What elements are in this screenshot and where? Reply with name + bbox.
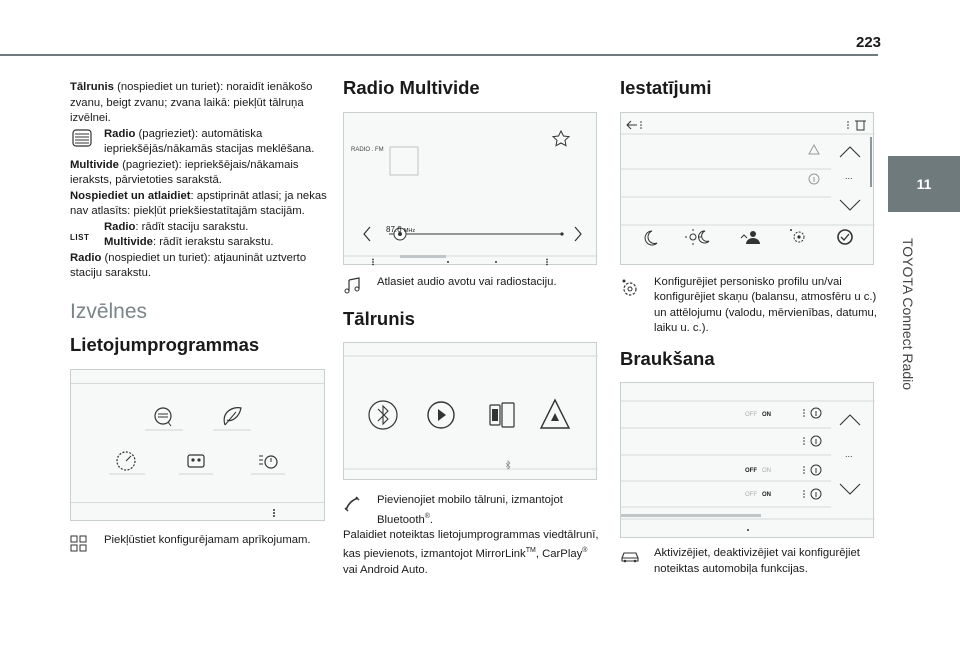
- paragraph-phone: [70, 80, 328, 127]
- paragraph-radio-update: [70, 251, 328, 282]
- drive-menu-icon-2[interactable]: [803, 437, 805, 445]
- section-title-menus: Izvēlnes: [70, 299, 148, 323]
- contacts-card-icon[interactable]: [188, 455, 204, 467]
- radio-screen: [343, 112, 597, 265]
- drive-caption-item: [620, 546, 878, 577]
- info-icon: [809, 174, 819, 184]
- apps-title: Lietojumprogrammas: [70, 334, 260, 355]
- drive-info-icon-1[interactable]: [811, 408, 821, 418]
- column-1: [70, 80, 328, 553]
- radio-band-label: RADIO . FM: [351, 146, 384, 153]
- drive-info-icon-3[interactable]: [811, 465, 821, 475]
- term-radio-update: Radio: [70, 251, 102, 264]
- page-number: 223: [856, 34, 882, 51]
- phone-caption-item: [343, 493, 601, 528]
- settings-title: Iestatījumi: [620, 77, 712, 98]
- text-press: : apstiprināt atlasi; ja nekas nav atlasīts: piekļūt priekšiestatītajām stacijām.: [70, 189, 327, 217]
- phone-caption-2c: vai Android Auto.: [343, 563, 428, 576]
- trademark-mark: TM: [525, 547, 536, 555]
- back-icon[interactable]: [627, 121, 637, 129]
- toggle-off-label: OFF: [745, 492, 757, 498]
- column-3: [620, 77, 878, 577]
- chapter-label-text: TOYOTA Connect Radio: [900, 238, 916, 390]
- settings-screen: [620, 112, 874, 265]
- profile-night-icon[interactable]: [645, 231, 657, 245]
- radio-caption-item: [343, 275, 601, 295]
- term-press: Nospiediet un atlaidiet: [70, 189, 191, 202]
- scroll-down-icon[interactable]: [840, 200, 860, 210]
- radio-caption: Atlasiet audio avotu vai radiostaciju.: [377, 275, 557, 288]
- radio-menu-icon[interactable]: [372, 258, 374, 265]
- toggle-on-label: ON: [762, 492, 772, 498]
- term-list-radio: Radio: [104, 220, 136, 233]
- toggle-row-3[interactable]: [745, 488, 771, 504]
- mirrorlink-icon[interactable]: [490, 403, 514, 427]
- list-button-item: [70, 220, 328, 251]
- paragraph-multivide: [70, 158, 328, 189]
- list-scroll-icon: [70, 127, 104, 147]
- phone-caption-1-end: .: [429, 513, 434, 526]
- android-auto-icon[interactable]: [541, 400, 569, 428]
- registered-mark: ®: [424, 512, 430, 520]
- drive-screen: [620, 382, 874, 538]
- settings-caption-item: [620, 275, 878, 337]
- apps-grid-icon: [70, 533, 104, 553]
- connected-apps-icon[interactable]: [155, 408, 171, 426]
- drive-menu-icon-4[interactable]: [803, 490, 805, 498]
- text-list-multivide: : rādīt ierakstu sarakstu.: [152, 236, 274, 248]
- drive-caption: Aktivizējiet, deaktivizējiet vai konfigurējiet noteiktas automobiļa funkcijas.: [654, 547, 860, 575]
- phone-screen: [343, 342, 597, 480]
- list-button-icon: LIST: [70, 232, 90, 242]
- settings-more-icon[interactable]: [847, 121, 849, 129]
- svg-text:...: ...: [845, 170, 853, 181]
- climate-timer-icon[interactable]: [259, 456, 277, 468]
- drive-info-icon-4[interactable]: [811, 489, 821, 499]
- scroll-up-icon[interactable]: [840, 147, 860, 157]
- phone-caption-2: [343, 528, 601, 578]
- radio-frequency-unit: MHz: [403, 227, 416, 234]
- bluetooth-icon[interactable]: [369, 401, 397, 429]
- text-radio-update: (nospiediet un turiet): atjaunināt uztverto staciju sarakstu.: [70, 251, 307, 279]
- term-list-multivide: Multivide: [104, 236, 153, 248]
- gauge-icon[interactable]: [117, 452, 135, 470]
- toggle-off-label: OFF: [745, 412, 757, 418]
- phone-caption-2b: , CarPlay: [535, 548, 583, 561]
- profile-person-icon[interactable]: [741, 231, 760, 244]
- next-station-icon[interactable]: [575, 227, 581, 241]
- paragraph-press: [70, 189, 328, 220]
- drive-title: Braukšana: [620, 347, 715, 369]
- car-icon: [620, 546, 654, 564]
- toggle-off-label: OFF: [745, 468, 757, 474]
- settings-caption: Konfigurējiet personisko profilu un/vai konfigurējiet skaņu (balansu, atmosfēru u c.) un attēlojumu (valodu, mērvienības, datumu, laiku u. c.).: [654, 275, 877, 334]
- apps-screen: [70, 369, 325, 521]
- prev-station-icon[interactable]: [364, 227, 370, 241]
- eco-leaf-icon[interactable]: [224, 407, 241, 424]
- app-settings-icon[interactable]: [838, 230, 852, 244]
- favorite-star-icon[interactable]: [553, 131, 569, 146]
- phone-title: Tālrunis: [343, 307, 415, 329]
- settings-icon: [620, 275, 654, 297]
- drive-info-icon-2[interactable]: [811, 436, 821, 446]
- radio-title: Radio Multivide: [343, 77, 480, 98]
- radio-knob-item: [70, 127, 328, 158]
- text-multivide: (pagrieziet): iepriekšējais/nākamais ieraksts, pārvietoties sarakstā.: [70, 158, 299, 186]
- term-phone: Tālrunis: [70, 81, 114, 93]
- drive-menu-icon-1[interactable]: [803, 409, 805, 417]
- term-radio: Radio: [104, 127, 136, 140]
- drive-scroll-down-icon[interactable]: [840, 484, 860, 494]
- carplay-icon[interactable]: [428, 402, 454, 428]
- chapter-tab[interactable]: 11: [888, 156, 960, 212]
- header-rule: [0, 54, 878, 56]
- drive-menu-icon-3[interactable]: [803, 466, 805, 474]
- text-phone: (nospiediet un turiet): noraidīt ienākošo zvanu, beigt zvanu; zvana laikā: piekļūt tālruņa izvēlnei.: [70, 81, 313, 124]
- registered-mark-2: ®: [582, 547, 588, 555]
- more-options-icon[interactable]: [273, 509, 275, 517]
- phone-caption-1: Pievienojiet mobilo tālruni, izmantojot Bluetooth: [377, 494, 563, 526]
- toggle-on-label: ON: [762, 468, 772, 474]
- text-list-radio: : rādīt staciju sarakstu.: [135, 220, 249, 233]
- svg-text:...: ...: [845, 449, 853, 459]
- apps-caption-item: [70, 533, 328, 553]
- toggle-row-1[interactable]: [745, 408, 771, 424]
- music-note-icon: [343, 275, 377, 295]
- toggle-row-2[interactable]: [745, 464, 771, 480]
- trash-icon[interactable]: [855, 121, 866, 130]
- term-multivide: Multivide: [70, 158, 119, 171]
- phone-handset-icon: [343, 493, 377, 513]
- brightness-icon[interactable]: [685, 229, 709, 245]
- drive-scroll-up-icon[interactable]: [840, 415, 860, 425]
- warning-icon: [809, 145, 819, 154]
- column-2: [343, 77, 601, 578]
- radio-frequency: 87.6: [386, 224, 402, 234]
- settings-gear-icon[interactable]: [790, 229, 804, 242]
- toggle-on-label: ON: [762, 412, 772, 418]
- radio-options-icon[interactable]: [546, 258, 548, 265]
- text-radio: (pagrieziet): automātiska iepriekšējās/nākamās stacijas meklēšana.: [104, 127, 315, 155]
- phone-caption-2a: Palaidiet noteiktas lietojumprogrammas viedtālrunī, kas pievienots, izmantojot MirrorLink: [343, 528, 599, 561]
- apps-caption: Piekļūstiet konfigurējamam aprīkojumam.: [104, 533, 311, 546]
